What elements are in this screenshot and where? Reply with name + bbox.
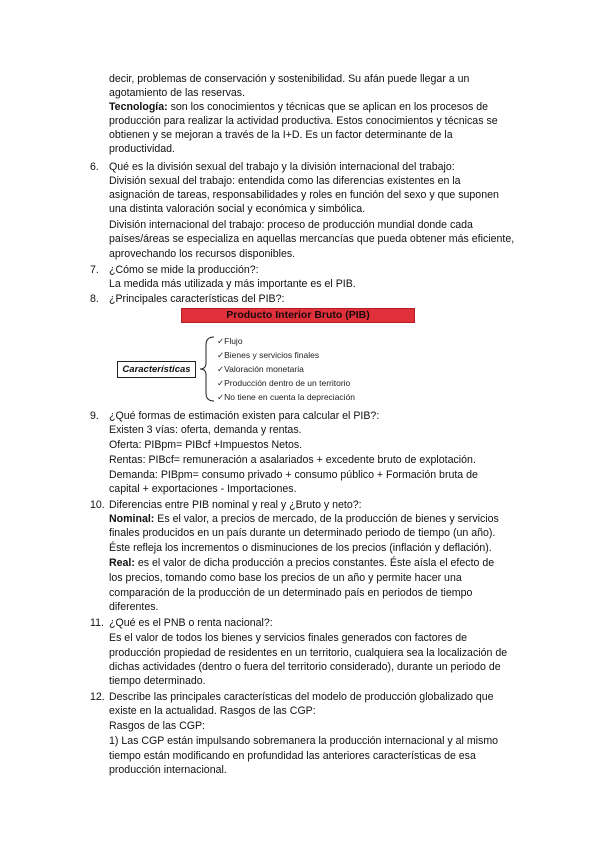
- text-line: asignación de tareas, responsabilidades y roles en función del sexo y que suponen: [109, 189, 499, 201]
- text-line: tiempo determinado.: [109, 675, 206, 687]
- text-line: una distinta valoración social y económica y simbólica.: [109, 203, 366, 215]
- feature-item: ✓Bienes y servicios finales: [217, 350, 320, 360]
- feature-item: ✓Flujo: [217, 336, 243, 346]
- text-line: Demanda: PIBpm= consumo privado + consumo público + Formación bruta de: [109, 469, 478, 481]
- question-number: 12.: [90, 691, 105, 703]
- text-line: 1) Las CGP están impulsando sobremanera la producción internacional y al mismo: [109, 735, 499, 747]
- term-tecnologia: Tecnología:: [109, 101, 168, 113]
- question-title: ¿Principales características del PIB?:: [109, 293, 285, 305]
- text-line: La medida más utilizada y más importante es el PIB.: [109, 278, 356, 290]
- text-line: Es el valor de todos los bienes y servicios finales generados con factores de: [109, 632, 468, 644]
- feature-item: ✓Valoración monetaria: [217, 364, 304, 374]
- text-fragment: es el valor de dicha producción a precios constantes. Éste aísla el efecto de: [134, 557, 495, 569]
- text-line: producción internacional.: [109, 764, 227, 776]
- feature-item: ✓No tiene en cuenta la depreciación: [217, 392, 356, 402]
- text-line: [109, 101, 488, 114]
- text-line: producción para realizar la actividad productiva. Estos conocimientos y técnicas se: [109, 115, 498, 127]
- text-line: Éste refleja los incrementos o disminuciones de los precios (inflación y deflación).: [109, 542, 492, 554]
- text-line: tiempo están modificando en profundidad las anteriores características de esa: [109, 750, 476, 762]
- question-number: 7.: [90, 264, 99, 276]
- text-line: obtienen y se mejoran a través de la I+D. Es un factor determinante de la: [109, 129, 453, 141]
- text-line: los precios, tomando como base los precios de un año y permite hacer una: [109, 572, 462, 584]
- text-line: Rentas: PIBcf= remuneración a asalariados + excedente bruto de explotación.: [109, 454, 476, 466]
- question-title: ¿Qué formas de estimación existen para calcular el PIB?:: [109, 410, 380, 422]
- text-line: dichas actividades (dentro o fuera del territorio considerado), durante un periodo de: [109, 661, 501, 673]
- term-real: Real:: [109, 557, 135, 569]
- text-line: División internacional del trabajo: proceso de producción mundial donde cada: [109, 219, 473, 231]
- curly-brace-icon: [198, 335, 216, 403]
- text-fragment: son los conocimientos y técnicas que se aplican en los procesos de: [167, 101, 489, 113]
- question-title: Diferencias entre PIB nominal y real y ¿Bruto y neto?:: [109, 499, 362, 511]
- question-title: Qué es la división sexual del trabajo y la división internacional del trabajo:: [109, 161, 455, 173]
- text-line: aprovechando los recursos disponibles.: [109, 248, 296, 260]
- question-title: Describe las principales características del modelo de producción globalizado que: [109, 691, 494, 703]
- text-line: producción propiedad de residentes en un territorio, cualquiera sea la localización de: [109, 647, 508, 659]
- text-line: [109, 557, 494, 570]
- text-line: capital + exportaciones - Importaciones.: [109, 483, 297, 495]
- text-fragment: Es el valor, a precios de mercado, de la producción de bienes y servicios: [154, 513, 499, 525]
- question-title: ¿Cómo se mide la producción?:: [109, 264, 259, 276]
- text-line: decir, problemas de conservación y sostenibilidad. Su afán puede llegar a un: [109, 73, 470, 85]
- text-line: [109, 513, 499, 526]
- caracteristicas-box: Características: [117, 361, 196, 378]
- text-line: División sexual del trabajo: entendida como las diferencias existentes en la: [109, 175, 461, 187]
- question-number: 9.: [90, 410, 99, 422]
- question-number: 6.: [90, 161, 99, 173]
- text-line: diferentes.: [109, 601, 159, 613]
- text-line: Existen 3 vías: oferta, demanda y rentas.: [109, 424, 302, 436]
- term-nominal: Nominal:: [109, 513, 155, 525]
- text-line: comparación de la producción de un determinado país en periodos de tiempo: [109, 587, 473, 599]
- text-line: agotamiento de las reservas.: [109, 87, 246, 99]
- question-title: ¿Qué es el PNB o renta nacional?:: [109, 617, 273, 629]
- text-line: Rasgos de las CGP:: [109, 720, 205, 732]
- text-line: finales producidos en un país durante un determinado periodo de tiempo (un año).: [109, 527, 496, 539]
- text-line: productividad.: [109, 143, 175, 155]
- text-line: Oferta: PIBpm= PIBcf +Impuestos Netos.: [109, 439, 303, 451]
- text-line: países/áreas se especializa en aquellas mercancías que pueda obtener más eficiente,: [109, 233, 515, 245]
- feature-item: ✓Producción dentro de un territorio: [217, 378, 351, 388]
- pib-banner: Producto Interior Bruto (PIB): [181, 308, 415, 323]
- question-number: 11.: [90, 617, 104, 629]
- question-number: 10.: [90, 499, 105, 511]
- text-line: existe en la actualidad. Rasgos de las CGP:: [109, 705, 316, 717]
- question-number: 8.: [90, 293, 99, 305]
